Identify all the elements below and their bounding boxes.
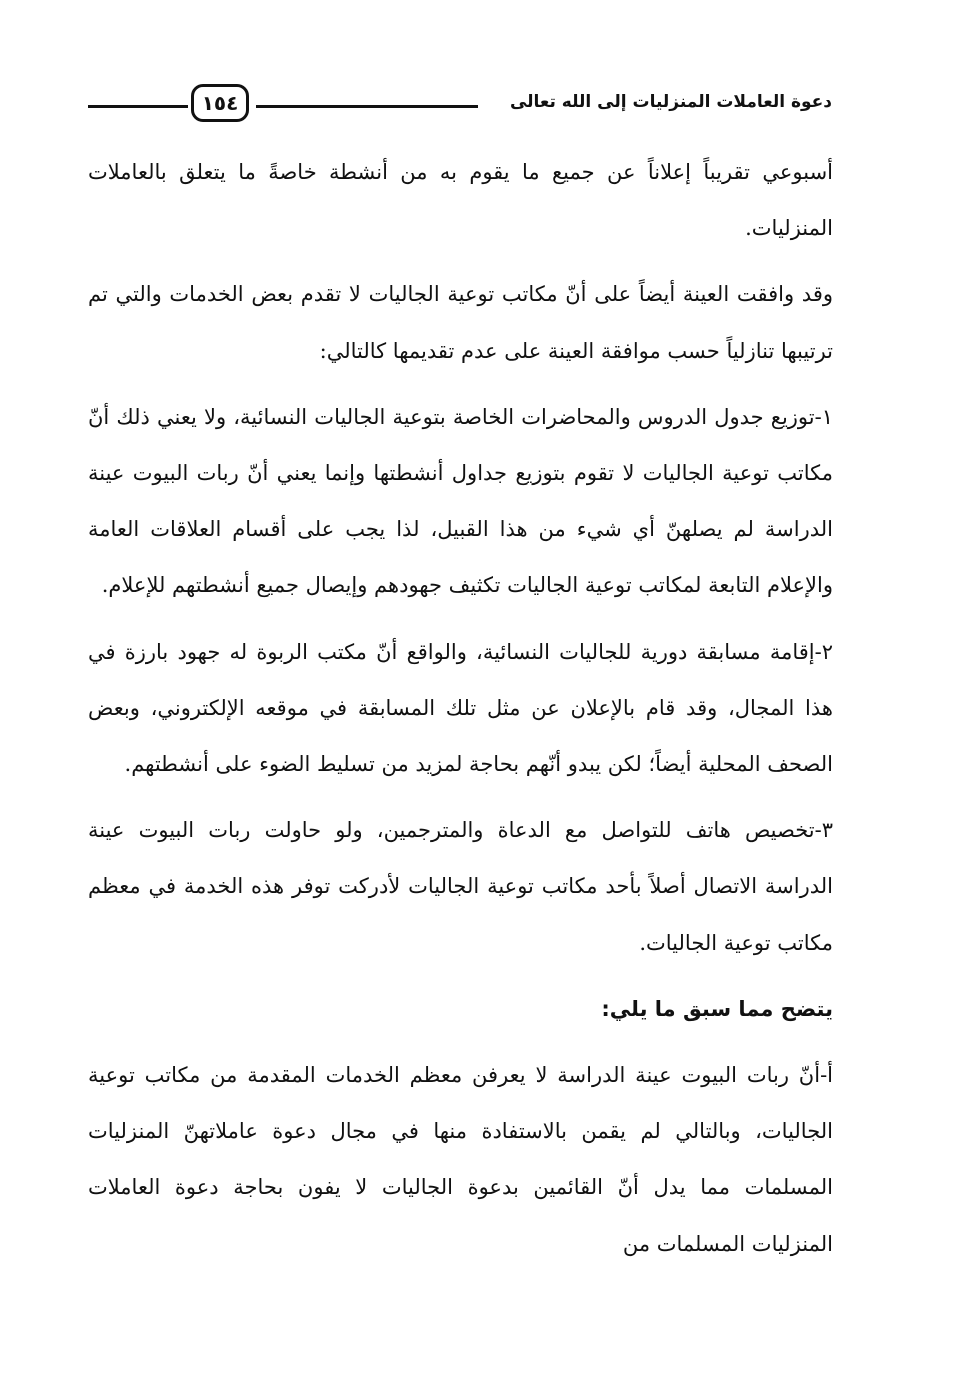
- paragraph-services-intro: وقد وافقت العينة أيضاً على أنّ مكاتب توعية الجاليات لا تقدم بعض الخدمات والتي تم ترتيبها تنازلياً حسب موافقة العينة على عدم تقديمها كالتالي:: [88, 282, 833, 363]
- conclusion-item-a: أ-أنّ ربات البيوت عينة الدراسة لا يعرفن معظم الخدمات المقدمة من مكاتب توعية الجاليات، وبالتالي لم يقمن بالاستفادة منها في مجال دعوة عاملاتهنّ المنزليات المسلمات مما يدل أنّ القائمين بدعوة الجاليات لا يفون بحاجة دعوة العاملات المنزليات المسلمات من: [88, 1063, 833, 1256]
- page-header: [88, 84, 832, 126]
- running-header-title: دعوة العاملات المنزليات إلى الله تعالى: [509, 92, 832, 112]
- list-item-2: ٢-إقامة مسابقة دورية للجاليات النسائية، والواقع أنّ مكتب الربوة له جهود بارزة في هذا المجال، وقد قام بالإعلان عن مثل تلك المسابقة في موقعه الإلكتروني، وبعض الصحف المحلية أيضاً؛ لكن يبدو أنّهم بحاجة لمزيد من تسليط الضوء على أنشطتهم.: [88, 639, 833, 777]
- subheading-conclusions: يتضح مما سبق ما يلي:: [601, 996, 833, 1021]
- list-item-3: ٣-تخصيص هاتف للتواصل مع الدعاة والمترجمين، ولو حاولت ربات البيوت عينة الدراسة الاتصال أصلاً بأحد مكاتب توعية الجاليات لأدركت توفر هذه الخدمة في معظم مكاتب توعية الجاليات.: [88, 818, 833, 955]
- page-number: ١٥٤: [191, 84, 249, 122]
- header-rule-middle: [256, 105, 478, 108]
- paragraph-continuation: أسبوعي تقريباً إعلاناً عن جميع ما يقوم به من أنشطة خاصةً ما يتعلق بالعاملات المنزليات.: [88, 160, 833, 241]
- header-rule-left: [88, 105, 188, 108]
- page-body: [88, 144, 833, 1288]
- list-item-1: ١-توزيع جدول الدروس والمحاضرات الخاصة بتوعية الجاليات النسائية، ولا يعني ذلك أنّ مكاتب توعية الجاليات لا تقوم بتوزيع جداول أنشطتها وإنما يعني أنّ ربات البيوت عينة الدراسة لم يصلهنّ أي شيء من هذا القبيل، لذا يجب على أقسام العلاقات العامة والإعلام التابعة لمكاتب توعية الجاليات تكثيف جهودهم وإيصال جميع أنشطتهم للإعلام.: [88, 404, 833, 598]
